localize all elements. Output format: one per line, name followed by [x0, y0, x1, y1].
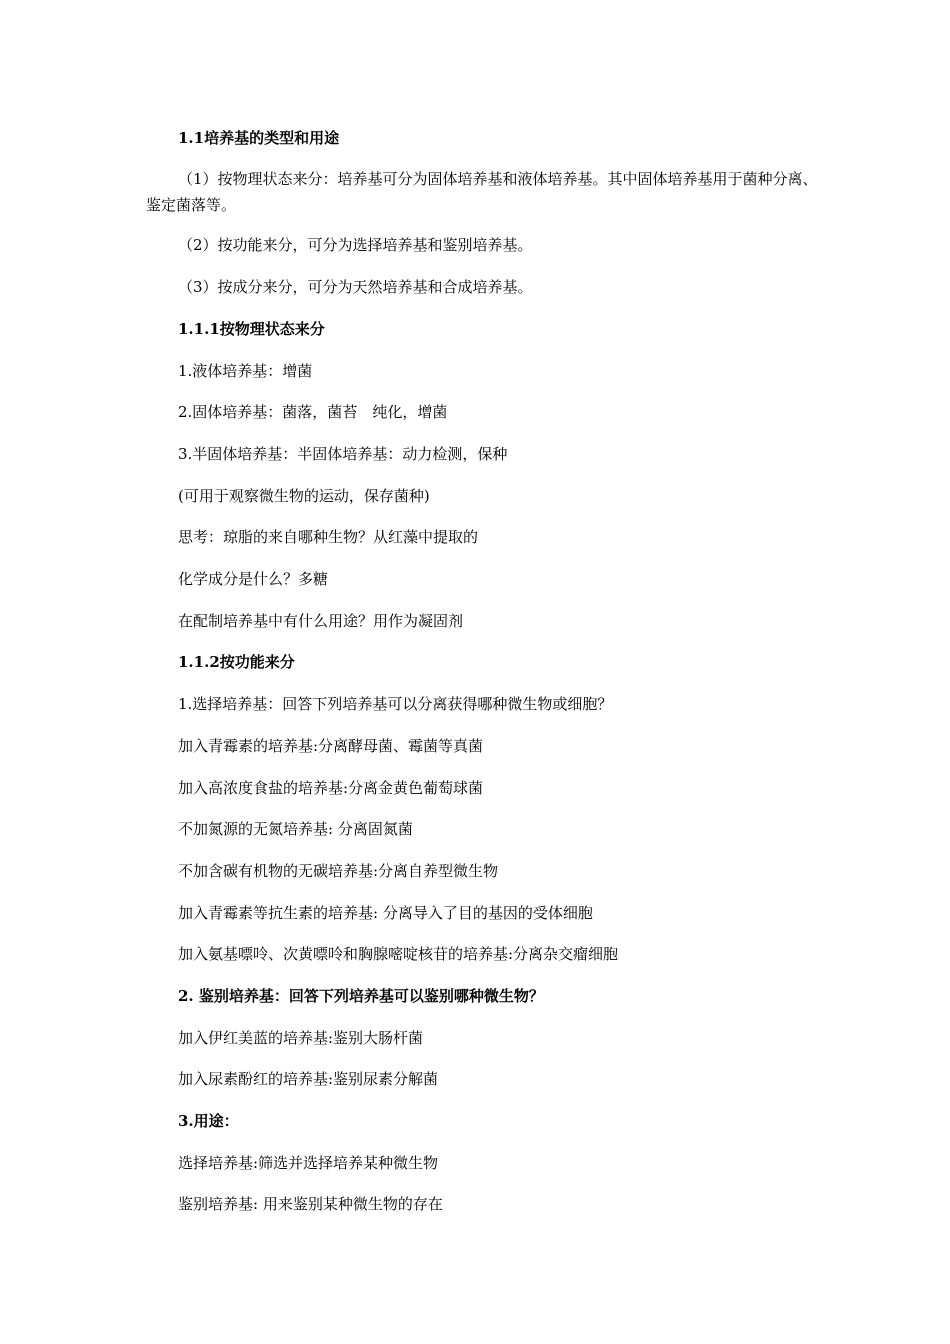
question-text: 思考：琼脂的来自哪种生物？从红藻中提取的 — [178, 528, 479, 546]
list-item: 加入氨基嘌呤、次黄嘌呤和胸腺嘧啶核苷的培养基:分离杂交瘤细胞 — [178, 945, 619, 963]
question-text: 化学成分是什么？多糖 — [178, 570, 329, 588]
paragraph-composition: （3）按成分来分，可分为天然培养基和合成培养基。 — [178, 278, 533, 296]
list-item: 1.液体培养基：增菌 — [178, 362, 313, 380]
list-item: 鉴别培养基: 用来鉴别某种微生物的存在 — [178, 1195, 443, 1213]
list-item: 加入高浓度食盐的培养基:分离金黄色葡萄球菌 — [178, 779, 484, 797]
paragraph-function: （2）按功能来分，可分为选择培养基和鉴别培养基。 — [178, 236, 533, 254]
list-item: 加入伊红美蓝的培养基:鉴别大肠杆菌 — [178, 1029, 424, 1047]
list-item: 选择培养基:筛选并选择培养某种微生物 — [178, 1154, 439, 1172]
list-item: 3.半固体培养基：半固体培养基：动力检测，保种 — [178, 445, 508, 463]
list-item: 不加含碳有机物的无碳培养基:分离自养型微生物 — [178, 862, 499, 880]
list-item: 加入青霉素的培养基:分离酵母菌、霉菌等真菌 — [178, 737, 484, 755]
list-item: 加入尿素酚红的培养基:鉴别尿素分解菌 — [178, 1070, 439, 1088]
list-item: 加入青霉素等抗生素的培养基: 分离导入了目的基因的受体细胞 — [178, 904, 593, 922]
heading-1-1-2: 1.1.2按功能来分 — [178, 653, 295, 671]
heading-1-1: 1.1培养基的类型和用途 — [178, 129, 340, 147]
paragraph-physical-state: （1）按物理状态来分：培养基可分为固体培养基和液体培养基。其中固体培养基用于菌种分离、鉴定菌落等。 — [146, 170, 818, 214]
list-item: 不加氮源的无氮培养基: 分离固氮菌 — [178, 820, 413, 838]
question-text: 在配制培养基中有什么用途？用作为凝固剂 — [178, 612, 464, 630]
note-text: (可用于观察微生物的运动，保存菌种) — [178, 487, 430, 505]
list-item: 1.选择培养基：回答下列培养基可以分离获得哪种微生物或细胞？ — [178, 695, 613, 713]
heading-1-1-1: 1.1.1按物理状态来分 — [178, 320, 325, 338]
heading-uses: 3.用途： — [178, 1112, 239, 1130]
heading-identification-medium: 2. 鉴别培养基：回答下列培养基可以鉴别哪种微生物？ — [178, 987, 544, 1005]
list-item: 2.固体培养基：菌落，菌苔 纯化，增菌 — [178, 403, 448, 421]
